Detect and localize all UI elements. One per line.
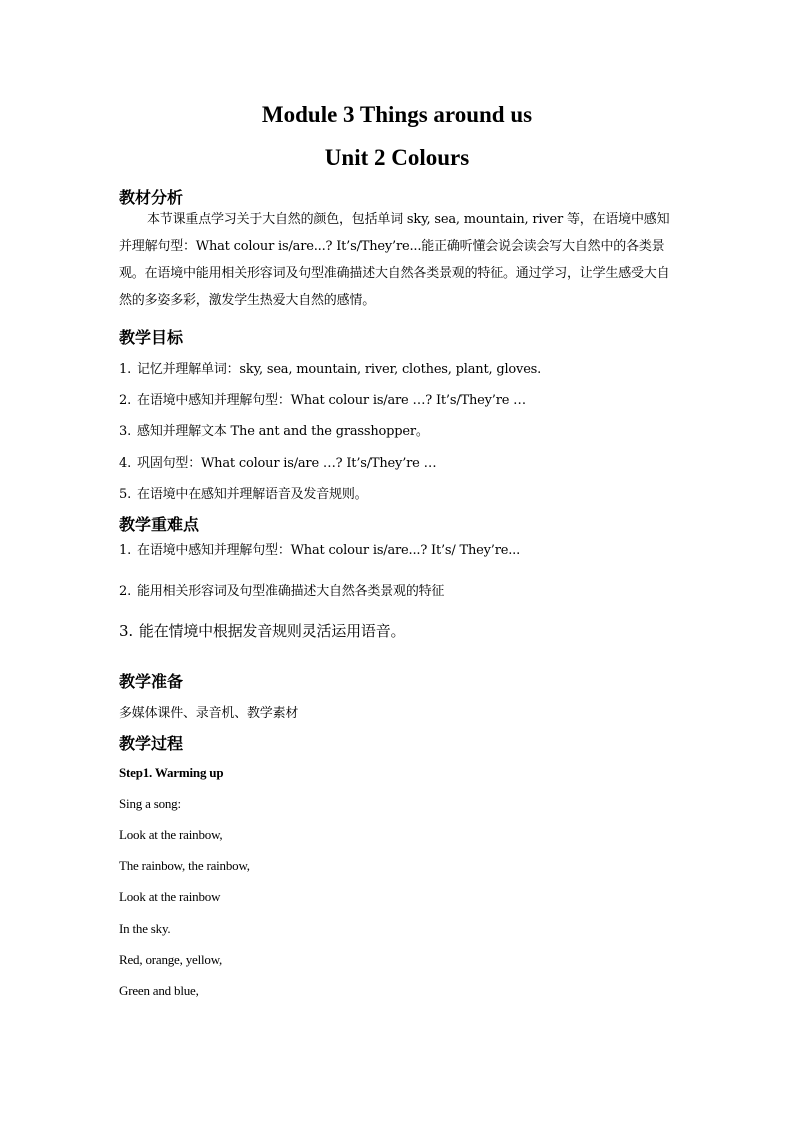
objective-text: 感知并理解文本 The ant and the grasshopper。 — [137, 424, 429, 439]
song-line: Green and blue, — [119, 983, 199, 998]
preparation-heading: 教学准备 — [119, 672, 184, 691]
step1-heading: Step1. Warming up — [119, 765, 224, 780]
objectives-heading: 教学目标 — [119, 328, 184, 347]
objective-number: 5. — [119, 487, 132, 502]
objective-number: 2. — [119, 393, 132, 408]
analysis-heading: 教材分析 — [119, 188, 184, 207]
objective-text: 记忆并理解单词：sky, sea, mountain, river, clothes, plant, gloves. — [137, 362, 542, 377]
key-point-number: 1. — [119, 543, 132, 558]
objective-text: 在语境中感知并理解句型：What colour is/are …? It’s/They’re … — [137, 393, 526, 408]
key-point-number: 2. — [119, 584, 132, 599]
analysis-paragraph: 本节课重点学习关于大自然的颜色，包括单词 sky, sea, mountain, river 等，在语境中感知并理解句型：What colour is/are...? It’s/They’re...能正确听懂会说会读会写大自然中的各类景观。在语境中能用相关形容词及句型准确描述大自然各类景观的特征。通过学习，让学生感受大自然的多姿多彩，激发学生热爱大自然的感情。 — [119, 212, 670, 308]
objective-item — [119, 483, 367, 502]
objective-item — [119, 358, 541, 377]
song-line: Look at the rainbow, — [119, 827, 223, 842]
objective-number: 1. — [119, 362, 132, 377]
process-heading: 教学过程 — [119, 734, 184, 753]
objective-text: 巩固句型：What colour is/are …? It’s/They’re … — [137, 456, 437, 471]
key-point-item — [119, 539, 520, 558]
song-line: In the sky. — [119, 921, 171, 936]
objective-item — [119, 389, 526, 408]
key-point-text: 在语境中感知并理解句型：What colour is/are...? It’s/ They’re... — [137, 543, 521, 558]
song-line: Look at the rainbow — [119, 889, 221, 904]
key-point-number: 3. — [119, 622, 133, 640]
module-title: Module 3 Things around us — [261, 102, 533, 127]
objective-item — [119, 452, 436, 471]
key-point-item — [119, 580, 444, 599]
song-line: Red, orange, yellow, — [119, 952, 223, 967]
song-line: Sing a song: — [119, 796, 181, 811]
key-points-heading: 教学重难点 — [119, 515, 200, 534]
key-point-text: 能用相关形容词及句型准确描述大自然各类景观的特征 — [137, 584, 445, 599]
unit-title: Unit 2 Colours — [324, 145, 470, 170]
objective-text: 在语境中在感知并理解语音及发音规则。 — [137, 487, 368, 502]
key-point-text: 能在情境中根据发音规则灵活运用语音。 — [138, 622, 406, 640]
objective-number: 4. — [119, 456, 132, 471]
objective-item — [119, 420, 429, 439]
objective-number: 3. — [119, 424, 132, 439]
key-point-item — [119, 620, 405, 641]
song-line: The rainbow, the rainbow, — [119, 858, 250, 873]
preparation-text: 多媒体课件、录音机、教学素材 — [119, 706, 299, 721]
